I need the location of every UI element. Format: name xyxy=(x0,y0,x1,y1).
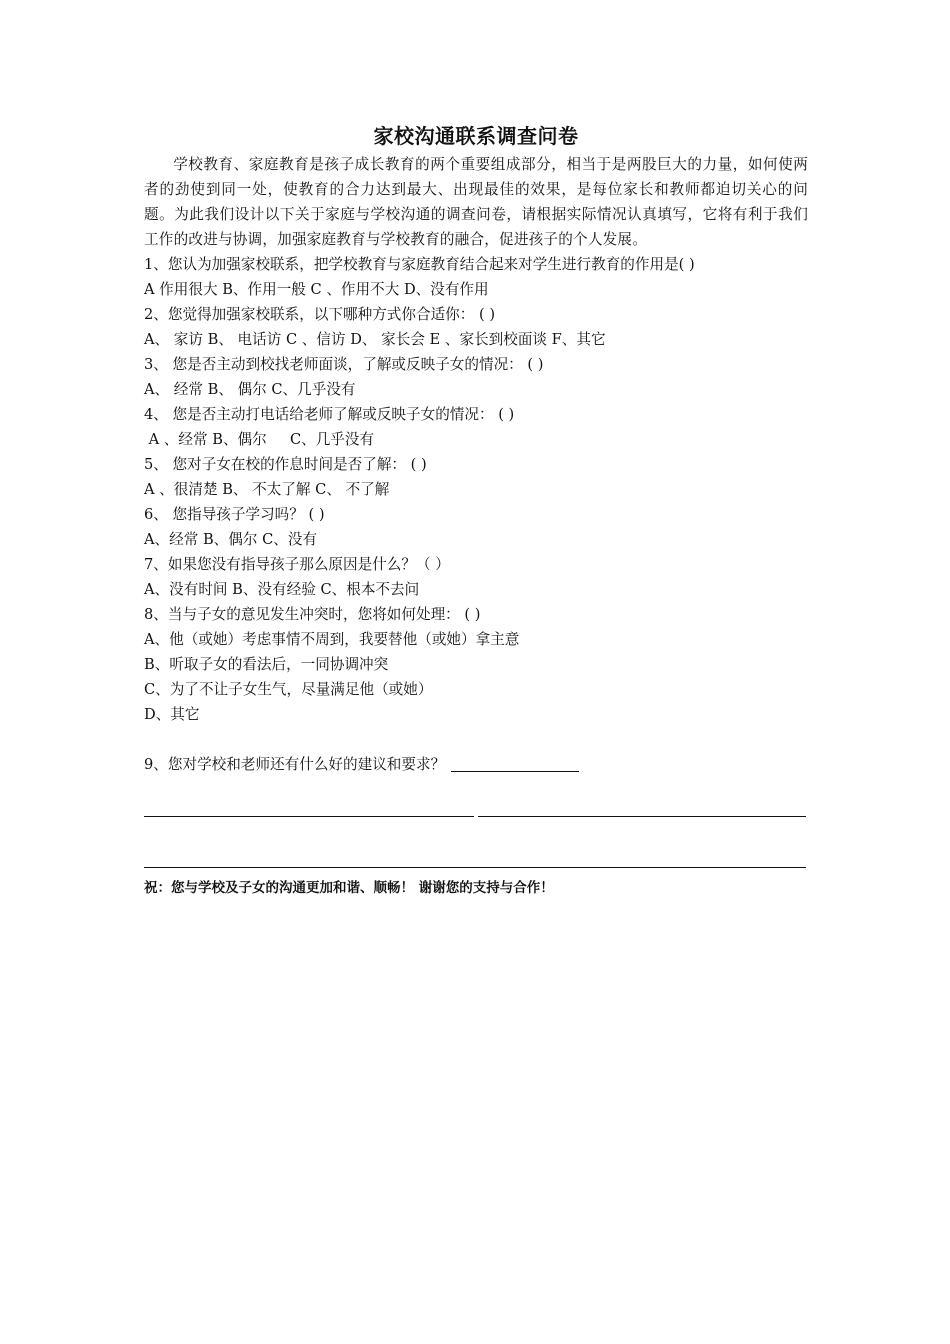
answer-blank[interactable] xyxy=(451,755,579,772)
option-line: A、没有时间 B、没有经验 C、根本不去问 xyxy=(144,581,420,598)
option-line: B、听取子女的看法后，一同协调冲突 xyxy=(144,656,389,673)
question-text: 7、如果您没有指导孩子那么原因是什么？（ ） xyxy=(144,556,450,573)
option-line: A 作用很大 B、作用一般 C 、作用不大 D、没有作用 xyxy=(144,281,489,298)
answer-line-left[interactable] xyxy=(144,816,474,817)
question-8 xyxy=(144,602,808,727)
option-line: D、其它 xyxy=(144,706,200,723)
question-text: 3、 您是否主动到校找老师面谈，了解或反映子女的情况： ( ) xyxy=(144,356,544,373)
question-7 xyxy=(144,552,808,602)
option-line: A、 家访 B、 电话访 C 、信访 D、 家长会 E 、家长到校面谈 F、其它 xyxy=(144,331,606,348)
questionnaire-page xyxy=(144,120,808,899)
question-3 xyxy=(144,352,808,402)
question-9 xyxy=(144,752,808,777)
spacer xyxy=(144,727,808,752)
question-4 xyxy=(144,402,808,452)
answer-line-right[interactable] xyxy=(478,816,806,817)
question-5 xyxy=(144,452,808,502)
option-line: A、 经常 B、 偶尔 C、几乎没有 xyxy=(144,381,356,398)
answer-line-row xyxy=(144,802,808,827)
option-line: A、经常 B、偶尔 C、没有 xyxy=(144,531,318,548)
answer-line-row xyxy=(144,852,808,877)
question-text: 5、 您对子女在校的作息时间是否了解： ( ) xyxy=(144,456,427,473)
question-text: 2、您觉得加强家校联系，以下哪种方式你合适你： ( ) xyxy=(144,306,496,323)
question-text xyxy=(144,752,808,777)
option-line: A 、很清楚 B、 不太了解 C、 不了解 xyxy=(144,481,390,498)
question-2 xyxy=(144,302,808,352)
page-title: 家校沟通联系调查问卷 xyxy=(373,124,579,148)
question-text: 1、您认为加强家校联系，把学校教育与家庭教育结合起来对学生进行教育的作用是( ) xyxy=(144,256,695,273)
option-line: A 、经常 B、偶尔 C、几乎没有 xyxy=(144,431,375,448)
question-1 xyxy=(144,252,808,302)
question-text: 4、 您是否主动打电话给老师了解或反映子女的情况： ( ) xyxy=(144,406,515,423)
option-line: C、为了不让子女生气，尽量满足他（或她） xyxy=(144,681,433,698)
question-6 xyxy=(144,502,808,552)
question-text: 8、当与子女的意见发生冲突时，您将如何处理： ( ) xyxy=(144,606,481,623)
intro-paragraph: 学校教育、家庭教育是孩子成长教育的两个重要组成部分，相当于是两股巨大的力量，如何使两者的劲使到同一处，使教育的合力达到最大、出现最佳的效果，是每位家长和教师都迫切关心的问题。为此我们设计以下关于家庭与学校沟通的调查问卷，请根据实际情况认真填写，它将有利于我们工作的改进与协调，加强家庭教育与学校教育的融合，促进孩子的个人发展。 xyxy=(144,156,808,248)
answer-line-full[interactable] xyxy=(144,867,806,868)
closing-message: 祝：您与学校及子女的沟通更加和谐、顺畅！ 谢谢您的支持与合作！ xyxy=(144,880,554,896)
question-text: 6、 您指导孩子学习吗？ ( ) xyxy=(144,506,325,523)
question-9-label: 9、您对学校和老师还有什么好的建议和要求？ xyxy=(144,756,446,773)
option-line: A、他（或她）考虑事情不周到，我要替他（或她）拿主意 xyxy=(144,631,520,648)
